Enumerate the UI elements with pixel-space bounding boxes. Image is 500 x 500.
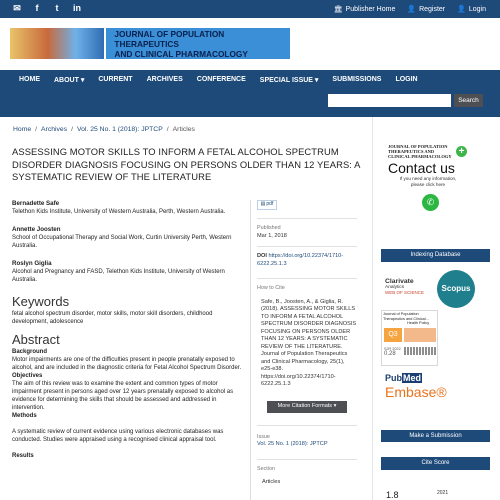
main-navigation	[0, 70, 500, 117]
abstract-methods-text: A systematic review of current evidence using various electronic databases was conducted. Studies were appraised using a recognised clinical appraisal tool.	[12, 429, 224, 443]
article-header	[12, 146, 364, 184]
sjr-journal-title: Journal of Population Therapeutics and Clinical...	[383, 312, 429, 321]
abstract-results-label: Results	[12, 453, 34, 459]
sidebar	[372, 117, 500, 500]
banner-note-1: If you need any information,	[399, 176, 457, 181]
doi-block	[257, 253, 357, 268]
sjr-quartile-badge: Q3	[384, 328, 402, 342]
nav-item-about[interactable]: ABOUT ▾	[54, 77, 85, 84]
pubmed-text-2: Med	[403, 373, 421, 383]
author-entry	[12, 226, 244, 250]
breadcrumb	[13, 126, 195, 133]
social-links	[13, 3, 81, 14]
email-icon[interactable]: ✉	[13, 3, 21, 13]
author-affiliation: Alcohol and Pregnancy and FASD, Telethon Kids Institute, University of Western Australia.	[12, 269, 225, 283]
divider	[257, 246, 357, 247]
column-divider	[250, 200, 251, 500]
nav-item-current[interactable]: CURRENT	[98, 76, 133, 83]
section-value: Articles	[262, 479, 281, 485]
site-header	[0, 18, 500, 70]
breadcrumb-home[interactable]: Home	[13, 126, 32, 133]
search-button[interactable]: Search	[454, 94, 483, 107]
nav-item-home[interactable]: HOME	[19, 76, 40, 83]
user-icon: 👤	[457, 6, 466, 13]
sjr-number: 0.28	[384, 350, 396, 357]
published-label: Published	[257, 225, 281, 231]
published-date: Mar 1, 2018	[257, 232, 287, 239]
abstract-background-text: Motor impairments are one of the difficulties present in people prenatally exposed to alcohol, and are included in the diagnostic criteria for Fetal Alcohol Spectrum Disorder.	[12, 357, 242, 371]
linkedin-icon[interactable]: in	[73, 3, 81, 13]
contact-us-banner[interactable]	[388, 144, 468, 194]
nav-item-archives[interactable]: ARCHIVES	[146, 76, 183, 83]
breadcrumb-separator: /	[166, 126, 169, 133]
author-name: Bernadette Safe	[12, 200, 60, 207]
author-name: Roslyn Giglia	[12, 260, 52, 267]
logo-line-1: JOURNAL OF POPULATION THERAPEUTICS	[114, 28, 225, 49]
register-link[interactable]	[407, 5, 445, 13]
pubmed-logo[interactable]	[385, 373, 422, 383]
issue-link[interactable]: Vol. 25 No. 1 (2018): JPTCP	[257, 441, 328, 447]
login-link[interactable]	[457, 5, 486, 13]
abstract-objectives-label: Objectives	[12, 373, 43, 379]
breadcrumb-issue[interactable]: Vol. 25 No. 1 (2018): JPTCP	[76, 126, 163, 133]
banner-note-2: please click here	[410, 182, 446, 187]
doi-link[interactable]: https://doi.org/10.22374/1710-6222.25.1.3	[257, 253, 344, 267]
author-affiliation: School of Occupational Therapy and Social Work, Curtin University Perth, Western Australia.	[12, 235, 232, 249]
spacer	[12, 420, 244, 428]
breadcrumb-current: Articles	[172, 126, 195, 133]
keywords-heading: Keywords	[12, 294, 70, 309]
section-label: Section	[257, 465, 275, 472]
article-details-column	[257, 200, 357, 487]
divider	[257, 278, 357, 279]
bank-icon: 🏛	[333, 6, 343, 13]
clarivate-logo[interactable]	[385, 278, 433, 304]
contact-us-text: Contact us	[388, 160, 455, 176]
twitter-icon[interactable]: t	[55, 3, 59, 13]
nav-item-special-issue[interactable]: SPECIAL ISSUE ▾	[259, 77, 319, 84]
abstract-objectives-text: The aim of this review was to examine the extent and common types of motor impairment present in persons aged over 12 years prenatally exposed to alcohol as evidence for determining the skills that should be assessed and addressed in intervention.	[12, 381, 234, 411]
breadcrumb-separator: /	[35, 126, 38, 133]
clarivate-text: Clarivate	[385, 278, 414, 285]
abstract-methods-label: Methods	[12, 413, 37, 419]
cite-score-year: 2021	[437, 490, 449, 496]
article-title: ASSESSING MOTOR SKILLS TO INFORM A FETAL ALCOHOL SPECTRUM DISORDER DIAGNOSIS FOCUSING ON PERSONS OLDER THAN 12 YEARS: A SYSTEMATIC REVIEW OF THE LITERATURE	[12, 146, 361, 182]
sjr-widget[interactable]	[381, 310, 438, 366]
file-icon: ▤	[260, 201, 266, 208]
publisher-home-link[interactable]	[334, 5, 396, 13]
banner-title-2: THERAPEUTICS AND	[388, 149, 435, 154]
banner-title-1: JOURNAL OF POPULATION	[388, 144, 448, 149]
citation-text: Safe, B., Joosten, A., & Giglia, R. (2018). ASSESSING MOTOR SKILLS TO INFORM A FETAL ALCOHOL SPECTRUM DISORDER DIAGNOSIS FOCUSING ON PERSONS OLDER THAN 12 YEARS: A SYSTEMATIC REVIEW OF THE LITERATURE. Journal of Population Therapeutics and Clinical Pharmacology, 25(1), e25-e38. https://doi.org/10.22374/1710-6222.25.1.3	[261, 298, 357, 387]
more-citation-formats-button[interactable]: More Citation Formats ▾	[267, 401, 347, 413]
divider	[257, 425, 357, 426]
register-label: Register	[419, 5, 446, 13]
how-to-cite-label: How to Cite	[257, 285, 285, 291]
breadcrumb-separator: /	[71, 126, 73, 133]
logo-image	[10, 28, 106, 59]
banner-title-3: CLINICAL PHARMACOLOGY	[388, 154, 452, 159]
cite-score-value: 1.8	[386, 490, 399, 500]
divider	[257, 218, 357, 219]
whatsapp-icon[interactable]: ✆	[422, 194, 439, 211]
breadcrumb-archives[interactable]: Archives	[41, 126, 68, 133]
sjr-label: SJR 2022	[384, 347, 401, 351]
top-utility-bar	[0, 0, 500, 18]
logo-text	[106, 29, 290, 59]
abstract-background-label: Background	[12, 349, 48, 355]
user-links	[334, 5, 486, 13]
divider	[257, 459, 357, 460]
keywords-list: fetal alcohol spectrum disorder, motor skills, motor skill disorders, childhood development, adolescence	[12, 311, 213, 325]
plus-icon: +	[456, 146, 467, 157]
article-main-column	[12, 200, 244, 460]
sjr-chart	[404, 328, 436, 342]
make-submission-button[interactable]: Make a Submission	[381, 430, 490, 442]
nav-item-submissions[interactable]: SUBMISSIONS	[332, 76, 382, 83]
embase-logo[interactable]: Embase®	[385, 384, 447, 400]
pdf-download-button[interactable]	[257, 200, 277, 210]
nav-menu	[19, 76, 418, 84]
logo-line-2: AND CLINICAL PHARMACOLOGY	[114, 48, 248, 59]
web-of-science-text: WEB OF SCIENCE	[385, 290, 425, 295]
spacer	[12, 444, 244, 452]
nav-item-conference[interactable]: CONFERENCE	[196, 76, 246, 83]
author-name: Annette Joosten	[12, 226, 61, 233]
login-label: Login	[468, 5, 486, 13]
issue-label: Issue	[257, 433, 270, 440]
abstract-heading: Abstract	[12, 332, 60, 347]
publisher-home-label: Publisher Home	[345, 5, 396, 13]
user-plus-icon: 👤	[407, 6, 417, 13]
facebook-icon[interactable]: f	[35, 3, 39, 13]
author-affiliation: Telethon Kids Institute, University of Western Australia, Perth, Western Australia.	[12, 209, 226, 215]
clarivate-sub: Analytics	[385, 285, 405, 290]
search-input[interactable]	[328, 94, 451, 107]
indexing-database-heading: Indexing Database	[381, 249, 490, 262]
author-entry	[12, 200, 244, 216]
pubmed-text-1: Pub	[385, 373, 402, 383]
nav-item-login[interactable]: LOGIN	[395, 76, 418, 83]
journal-logo[interactable]	[10, 28, 290, 59]
sjr-category: Health Policy	[407, 321, 430, 325]
sjr-history-bars	[404, 347, 436, 355]
author-entry	[12, 260, 244, 284]
cite-score-heading: Cite Score	[381, 457, 490, 470]
sjr-value	[384, 347, 401, 356]
pdf-label: pdf	[266, 201, 274, 208]
doi-label: DOI	[257, 253, 267, 259]
scopus-logo[interactable]: Scopus	[437, 270, 475, 308]
